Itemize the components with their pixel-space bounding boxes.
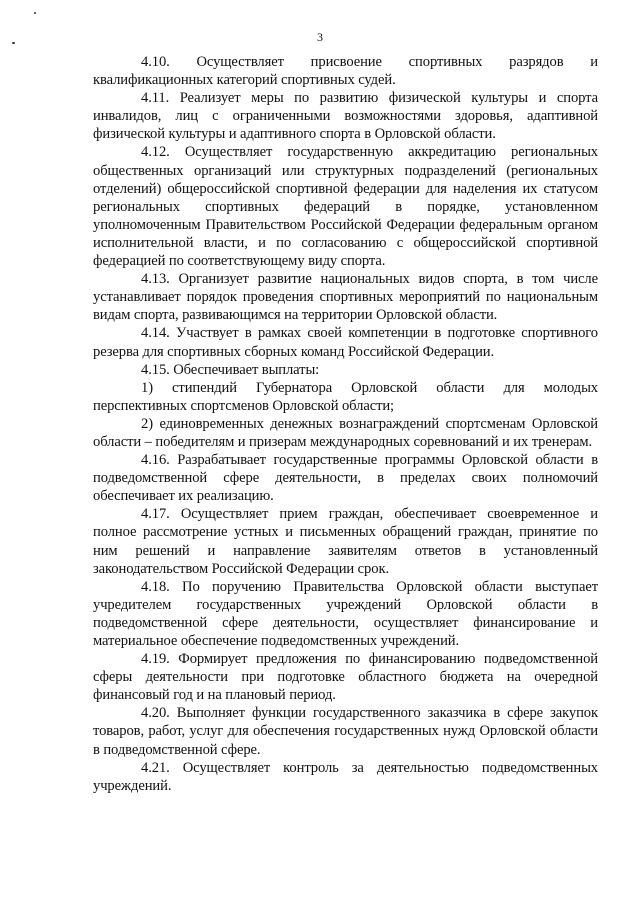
scan-speck bbox=[34, 12, 36, 14]
paragraph-4-14: 4.14. Участвует в рамках своей компетенции в подготовке спортивного резерва для спортивных сборных команд Российской Федерации. bbox=[93, 325, 598, 360]
paragraph-4-12: 4.12. Осуществляет государственную аккредитацию региональных общественных организаций или структурных подразделений (региональных отделений) общероссийской спортивной федерации для наделения их статусом региональных спортивных федераций в порядке, установленном уполномоченным Правительством Российской Федерации федеральным органом исполнительной власти, и по согласованию с общероссийской спортивной федерацией по соответствующему виду спорта. bbox=[93, 144, 598, 270]
paragraph-4-17: 4.17. Осуществляет прием граждан, обеспечивает своевременное и полное рассмотрение устных и письменных обращений граждан, принятие по ним решений и направление заявителям ответов в установленный законодательством Российской Федерации срок. bbox=[93, 506, 598, 577]
paragraph-4-16: 4.16. Разрабатывает государственные программы Орловской области в подведомственной сфере деятельности, в пределах своих полномочий обеспечивает их реализацию. bbox=[93, 452, 598, 505]
paragraph-4-18: 4.18. По поручению Правительства Орловской области выступает учредителем государственных учреждений Орловской области в подведомственной сфере деятельности, осуществляет финансирование и материальное обеспечение подведомственных учреждений. bbox=[93, 578, 598, 649]
paragraph-4-15: 4.15. Обеспечивает выплаты: bbox=[141, 361, 320, 378]
document-body bbox=[93, 53, 598, 795]
paragraph-4-20: 4.20. Выполняет функции государственного заказчика в сфере закупок товаров, работ, услуг для обеспечения государственных нужд Орловской области в подведомственной сфере. bbox=[93, 705, 598, 758]
paragraph-4-13: 4.13. Организует развитие национальных видов спорта, в том числе устанавливает порядок проведения спортивных мероприятий по национальным видам спорта, развивающимся на территории Орловской области. bbox=[93, 271, 598, 324]
list-item-2: 2) единовременных денежных вознаграждений спортсменам Орловской области – победителям и призерам международных соревнований и их тренерам. bbox=[93, 415, 598, 450]
page-number: 3 bbox=[317, 30, 323, 44]
paragraph-4-19: 4.19. Формирует предложения по финансированию подведомственной сферы деятельности при подготовке областного бюджета на очередной финансовый год и на плановый период. bbox=[93, 651, 598, 704]
list-item-1: 1) стипендий Губернатора Орловской области для молодых перспективных спортсменов Орловской области; bbox=[93, 379, 598, 414]
paragraph-4-10: 4.10. Осуществляет присвоение спортивных разрядов и квалификационных категорий спортивных судей. bbox=[93, 54, 598, 89]
paragraph-4-11: 4.11. Реализует меры по развитию физической культуры и спорта инвалидов, лиц с ограниченными возможностями здоровья, адаптивной физической культуры и адаптивного спорта в Орловской области. bbox=[93, 90, 598, 143]
paragraph-4-21: 4.21. Осуществляет контроль за деятельностью подведомственных учреждений. bbox=[93, 759, 598, 794]
